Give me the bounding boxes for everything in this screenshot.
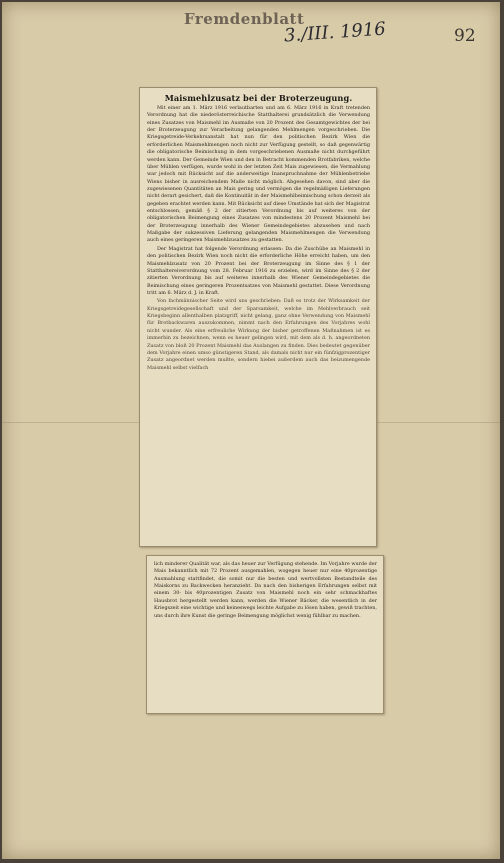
- article-headline: Maismehlzusatz bei der Broterzeugung.: [164, 93, 353, 103]
- article-paragraph-1: Mit einer am 1. März 1916 verlautbarten und am 6. März 1916 in Kraft tretenden Verordnung hat die niederösterreichische Statthalterei grundsätzlich die Verwendung eines Zusatzes von Maismehl im Ausmaße von 20 Prozent des Gesamtgewichtes der bei der Broterzeugung zur Verarbeitung gelangenden Mehlmengen vorgeschrieben. Die Kriegsgetreide-Verkehrsanstalt hat nun für den politischen Bezirk Wien die erforderlichen Maismehlmengen noch nicht zur Verfügung gestellt, so daß gegenwärtig die obligatorische Beimischung in dem vorgeschriebenen Ausmaße nicht durchgeführt werden kann. Der Gemeinde Wien und den in Betracht kommenden Brotfabriken, welche über Mühlen verfügen, wurde wohl in der letzten Zeit Mais zugewiesen, die Vermahlung war jedoch mit Rücksicht auf die anderweitige Inanspruchnahme der Mühlenbetriebe Wiens bisher in ausreichendem Maße nicht möglich. Abgesehen davon, sind aber die zugewiesenen Quantitäten an Mais gering und vermögen die regelmäßigen Lieferungen nicht derart gesichert, daß die Kontinuität in der Maismehlbeimischung schon derzeit als gegeben erachtet werden kann. Mit Rücksicht auf diese Umstände hat sich der Magistrat entschlossen, gemäß § 2 der zitierten Verordnung bis auf weiteres von der obligatorischen Beimengung eines Zusatzes von mindestens 20 Prozent Maismehl bei der Broterzeugung innerhalb des Wiener Gemeindegebietes abzusehen und nach Maßgabe der sukzessiven Lieferung gelangenden Maismehlmengen die Verwendung auch eines geringeren Maismehlzusatzes zu gestatten.: [147, 105, 370, 244]
- page-number: 92: [454, 26, 476, 46]
- clipping-continuation: [146, 555, 384, 714]
- article-paragraph-2: Der Magistrat hat folgende Verordnung erlassen: Da die Zuschübe an Maismehl in den politischen Bezirk Wien noch nicht die erforderliche Höhe erreicht haben, um den Maismehlzusatz von 20 Prozent bei der Broterzeugung im Sinne des § 1 der Statthaltereiverordnung vom 28. Februar 1916 zu erzielen, wird im Sinne des § 2 der zitierten Verordnung bis auf weiteres innerhalb des Wiener Gemeindegebietes die Beimischung eines geringeren Prozentsatzes von Maismehl gestattet. Diese Verordnung tritt am 6. März d. J. in Kraft.: [147, 245, 370, 296]
- article-paragraph-3: Von fachmännischer Seite wird uns geschrieben: Daß es trotz der Wirksamkeit der Kriegsgetreidegesellschaft und der Sparsamkeit, welche im Mehlverbrauch seit Kriegsbeginn allenthalben platzgriff, nicht gelang, ganz ohne Verwendung von Maismehl für Brotbackwaren auszukommen, nimmt nach den Erfahrungen des Vorjahres wohl nicht wunder. Als eine erfreuliche Wirkung der bisher getroffenen Maßnahmen ist es immerhin zu bezeichnen, wenn es heuer gelingen wird, mit dem als d. h. angeordneten Zusatz von bloß 20 Prozent Maismehl das Auslangen zu finden. Dies bedeutet gegenüber dem Vorjahre einen umso günstigeren Stand, als damals nicht nur ein fünfzigprozentiger Zusatz angeordnet werden mußte, sondern hiebei außerdem auch das beizumengende Maismehl selbst vielfach: [147, 298, 370, 371]
- handwritten-date: 3./III. 1916: [283, 18, 387, 47]
- archive-sheet: [2, 2, 500, 859]
- newspaper-masthead: Fremdenblatt: [184, 10, 305, 28]
- clipping-main: [139, 87, 377, 547]
- article-continuation: lich minderer Qualität war, als das heuer zur Verfügung stehende. Im Vorjahre wurde der Mais bekanntlich mit 72 Prozent ausgemahlen, wogegen heuer nur eine 40prozentige Ausmahlung stattfindet, die somit nur die besten und wertvollsten Bestandteile des Maiskorns zu Backwecken heranzieht. Da nach den bisherigen Erfahrungen selbst mit einem 30- bis 40prozentigen Zusatz von Maismehl noch ein sehr schmackhaftes Hausbrot hergestellt werden kann, werden die Wiener Bäcker, die wesentlich in der Kriegszeit eine wichtige und keineswegs leichte Aufgabe zu lösen haben, gewiß trachten, uns durch ihre Kunst die geringe Beimengung möglichst wenig fühlbar zu machen.: [154, 561, 377, 619]
